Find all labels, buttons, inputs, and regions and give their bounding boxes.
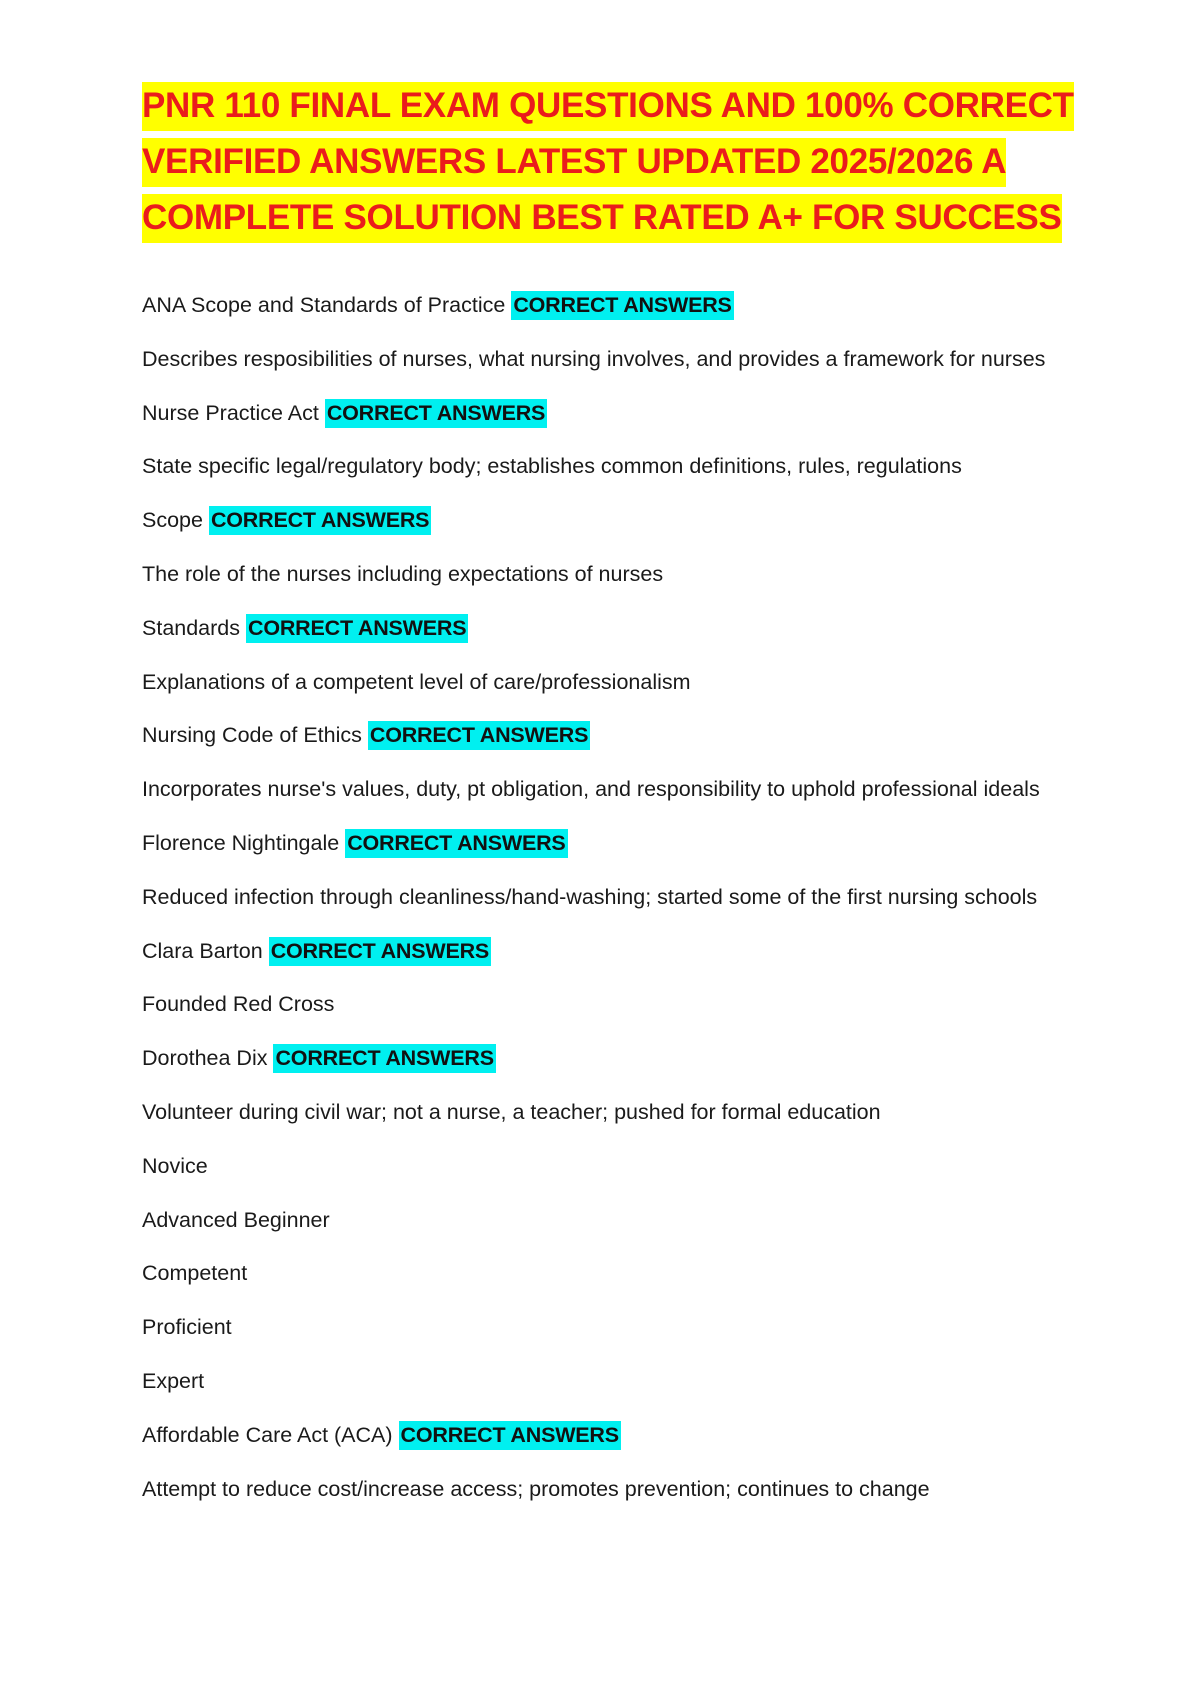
answer-text: Advanced Beginner	[142, 1207, 330, 1232]
question-line	[142, 1043, 1082, 1097]
answer-line	[142, 451, 1082, 505]
answer-text: State specific legal/regulatory body; establishes common definitions, rules, regulations	[142, 454, 962, 479]
question-text: Nurse Practice Act	[142, 400, 319, 425]
answer-text: Explanations of a competent level of care/professionalism	[142, 669, 691, 694]
question-text: Nursing Code of Ethics	[142, 723, 362, 748]
question-text: Clara Barton	[142, 938, 263, 963]
correct-answers-badge: CORRECT ANSWERS	[511, 291, 733, 320]
answer-text: Proficient	[142, 1315, 232, 1340]
qa-list	[142, 290, 1082, 1527]
correct-answers-badge: CORRECT ANSWERS	[325, 399, 547, 428]
question-text: Affordable Care Act (ACA)	[142, 1422, 393, 1447]
answer-line	[142, 1258, 1082, 1312]
question-line	[142, 1420, 1082, 1474]
correct-answers-badge: CORRECT ANSWERS	[273, 1044, 495, 1073]
question-line	[142, 936, 1082, 990]
answer-text: Novice	[142, 1153, 208, 1178]
correct-answers-badge: CORRECT ANSWERS	[368, 721, 590, 750]
answer-line	[142, 667, 1082, 721]
answer-text: The role of the nurses including expectations of nurses	[142, 561, 664, 586]
question-text: Dorothea Dix	[142, 1046, 268, 1071]
question-line	[142, 828, 1082, 882]
answer-text: Incorporates nurse's values, duty, pt obligation, and responsibility to uphold professional ideals	[142, 777, 1040, 802]
correct-answers-badge: CORRECT ANSWERS	[269, 937, 491, 966]
answer-line	[142, 1474, 1082, 1528]
document-title-text: PNR 110 FINAL EXAM QUESTIONS AND 100% CORRECT VERIFIED ANSWERS LATEST UPDATED 2025/2026 A COMPLETE SOLUTION BEST RATED A+ FOR SUCCESS	[142, 82, 1074, 243]
answer-line	[142, 1366, 1082, 1420]
answer-line	[142, 559, 1082, 613]
answer-line	[142, 774, 1082, 828]
question-text: Florence Nightingale	[142, 830, 340, 855]
answer-line	[142, 1097, 1082, 1151]
correct-answers-badge: CORRECT ANSWERS	[399, 1421, 621, 1450]
question-line	[142, 613, 1082, 667]
answer-text: Attempt to reduce cost/increase access; promotes prevention; continues to change	[142, 1476, 930, 1501]
answer-line	[142, 1151, 1082, 1205]
answer-text: Competent	[142, 1261, 248, 1286]
correct-answers-badge: CORRECT ANSWERS	[209, 506, 431, 535]
answer-line	[142, 1312, 1082, 1366]
question-line	[142, 720, 1082, 774]
answer-line	[142, 344, 1082, 398]
answer-text: Volunteer during civil war; not a nurse, a teacher; pushed for formal education	[142, 1099, 881, 1124]
question-text: Standards	[142, 615, 241, 640]
document-title	[142, 78, 1092, 246]
question-line	[142, 290, 1082, 344]
question-line	[142, 398, 1082, 452]
correct-answers-badge: CORRECT ANSWERS	[345, 829, 567, 858]
answer-text: Describes resposibilities of nurses, what nursing involves, and provides a framework for nurses	[142, 346, 1046, 371]
question-line	[142, 505, 1082, 559]
answer-text: Expert	[142, 1368, 205, 1393]
answer-line	[142, 882, 1082, 936]
correct-answers-badge: CORRECT ANSWERS	[246, 614, 468, 643]
question-text: ANA Scope and Standards of Practice	[142, 293, 506, 317]
question-text: Scope	[142, 508, 203, 533]
answer-text: Founded Red Cross	[142, 992, 335, 1017]
answer-line	[142, 1205, 1082, 1259]
answer-text: Reduced infection through cleanliness/hand-washing; started some of the first nursing schools	[142, 884, 1038, 909]
answer-line	[142, 989, 1082, 1043]
